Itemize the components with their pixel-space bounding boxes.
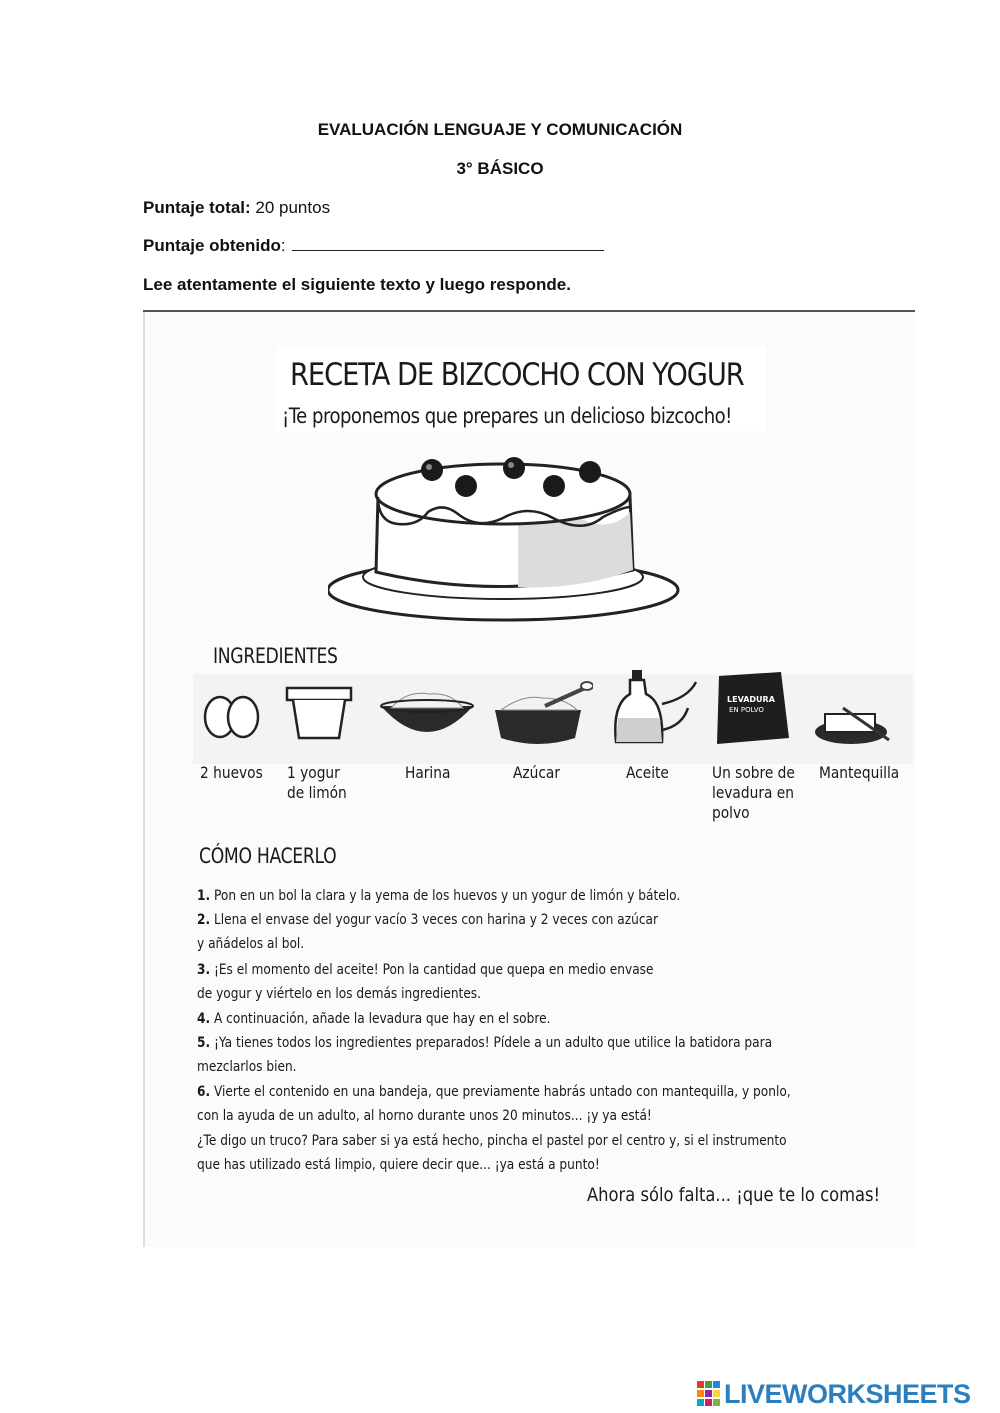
step-5: [197, 1035, 772, 1051]
step-text: ¡Ya tienes todos los ingredientes preparados! Pídele a un adulto que utilice la batidora para: [210, 1035, 773, 1051]
how-to-heading: CÓMO HACERLO: [199, 844, 337, 868]
step-text: y añádelos al bol.: [197, 936, 305, 952]
eggs-icon: [200, 690, 264, 740]
step-number: 3.: [197, 962, 211, 978]
step-2-cont: [197, 936, 304, 952]
total-score-value: 20 puntos: [250, 198, 331, 217]
ingredient-label-butter: Mantequilla: [819, 763, 900, 782]
step-text: Vierte el contenido en una bandeja, que previamente habrás untado con mantequilla, y ponlo,: [210, 1084, 791, 1100]
step-5-cont: [197, 1059, 297, 1075]
step-number: 1.: [197, 888, 211, 904]
sugar-bowl-icon: [493, 680, 593, 746]
obtained-score-line: [143, 236, 604, 256]
step-3: [197, 962, 654, 978]
closing-line: Ahora sólo falta... ¡que te lo comas!: [587, 1184, 881, 1206]
ingredient-label-sugar: Azúcar: [513, 763, 561, 782]
step-text: ¡Es el momento del aceite! Pon la cantidad que quepa en medio envase: [210, 962, 654, 978]
ingredient-label-oil: Aceite: [626, 763, 669, 782]
step-3-cont: [197, 986, 481, 1002]
berry-icon: [503, 457, 525, 479]
tip-line-2: [197, 1157, 600, 1173]
ingredients-heading: INGREDIENTES: [213, 644, 338, 668]
step-number: 5.: [197, 1035, 211, 1051]
cake-illustration: [328, 452, 708, 632]
step-text: mezclarlos bien.: [197, 1059, 297, 1075]
recipe-title: RECETA DE BIZCOCHO CON YOGUR: [290, 357, 744, 393]
step-text: que has utilizado está limpio, quiere decir que... ¡ya está a punto!: [197, 1157, 600, 1173]
step-1: [197, 888, 680, 904]
ingredient-label-yeast: Un sobre de levadura en polvo: [712, 763, 795, 822]
step-text: Pon en un bol la clara y la yema de los huevos y un yogur de limón y bátelo.: [210, 888, 681, 904]
reading-instruction: Lee atentamente el siguiente texto y luego responde.: [143, 275, 571, 294]
ingredient-label-yogurt: 1 yogur de limón: [287, 763, 347, 802]
berry-icon: [455, 475, 477, 497]
scan-edge: [143, 312, 145, 1247]
svg-text:LEVADURA: LEVADURA: [727, 695, 775, 704]
ingredient-label-flour: Harina: [405, 763, 451, 782]
berry-icon: [421, 459, 443, 481]
step-2: [197, 912, 658, 928]
svg-text:EN POLVO: EN POLVO: [729, 706, 764, 714]
oil-bottle-icon: [608, 668, 700, 746]
step-number: 6.: [197, 1084, 211, 1100]
recipe-subtitle: ¡Te proponemos que prepares un delicioso bizcocho!: [282, 404, 732, 428]
step-text: A continuación, añade la levadura que hay en el sobre.: [210, 1011, 551, 1027]
step-text: con la ayuda de un adulto, al horno durante unos 20 minutos... ¡y ya está!: [197, 1108, 652, 1124]
obtained-score-label: Puntaje obtenido: [143, 236, 281, 255]
recipe-scan: [143, 310, 915, 1247]
obtained-score-blank[interactable]: [292, 236, 604, 251]
berry-icon: [543, 475, 565, 497]
berry-icon: [579, 461, 601, 483]
step-6-cont: [197, 1108, 652, 1124]
grade-label: 3° BÁSICO: [456, 159, 544, 178]
flour-bowl-icon: [377, 688, 477, 742]
obtained-score-colon: :: [280, 236, 286, 255]
step-text: Llena el envase del yogur vacío 3 veces con harina y 2 veces con azúcar: [210, 912, 658, 928]
step-text: ¿Te digo un truco? Para saber si ya está hecho, pincha el pastel por el centro y, si el instrumento: [197, 1133, 787, 1149]
liveworksheets-wordmark: LIVEWORKSHEETS: [724, 1378, 971, 1409]
total-score-label: Puntaje total:: [143, 198, 251, 217]
step-6: [197, 1084, 791, 1100]
butter-dish-icon: [813, 700, 895, 750]
worksheet-title: EVALUACIÓN LENGUAJE Y COMUNICACIÓN: [317, 120, 683, 139]
yogurt-cup-icon: [283, 684, 355, 742]
step-number: 4.: [197, 1011, 211, 1027]
total-score-line: [143, 198, 330, 218]
liveworksheets-mark-icon: [697, 1379, 721, 1409]
step-text: de yogur y viértelo en los demás ingredientes.: [197, 986, 482, 1002]
yeast-packet-icon: [711, 668, 791, 748]
step-number: 2.: [197, 912, 211, 928]
tip-line-1: [197, 1133, 787, 1149]
step-4: [197, 1011, 550, 1027]
liveworksheets-logo[interactable]: [697, 1377, 971, 1411]
ingredient-label-eggs: 2 huevos: [200, 763, 263, 782]
